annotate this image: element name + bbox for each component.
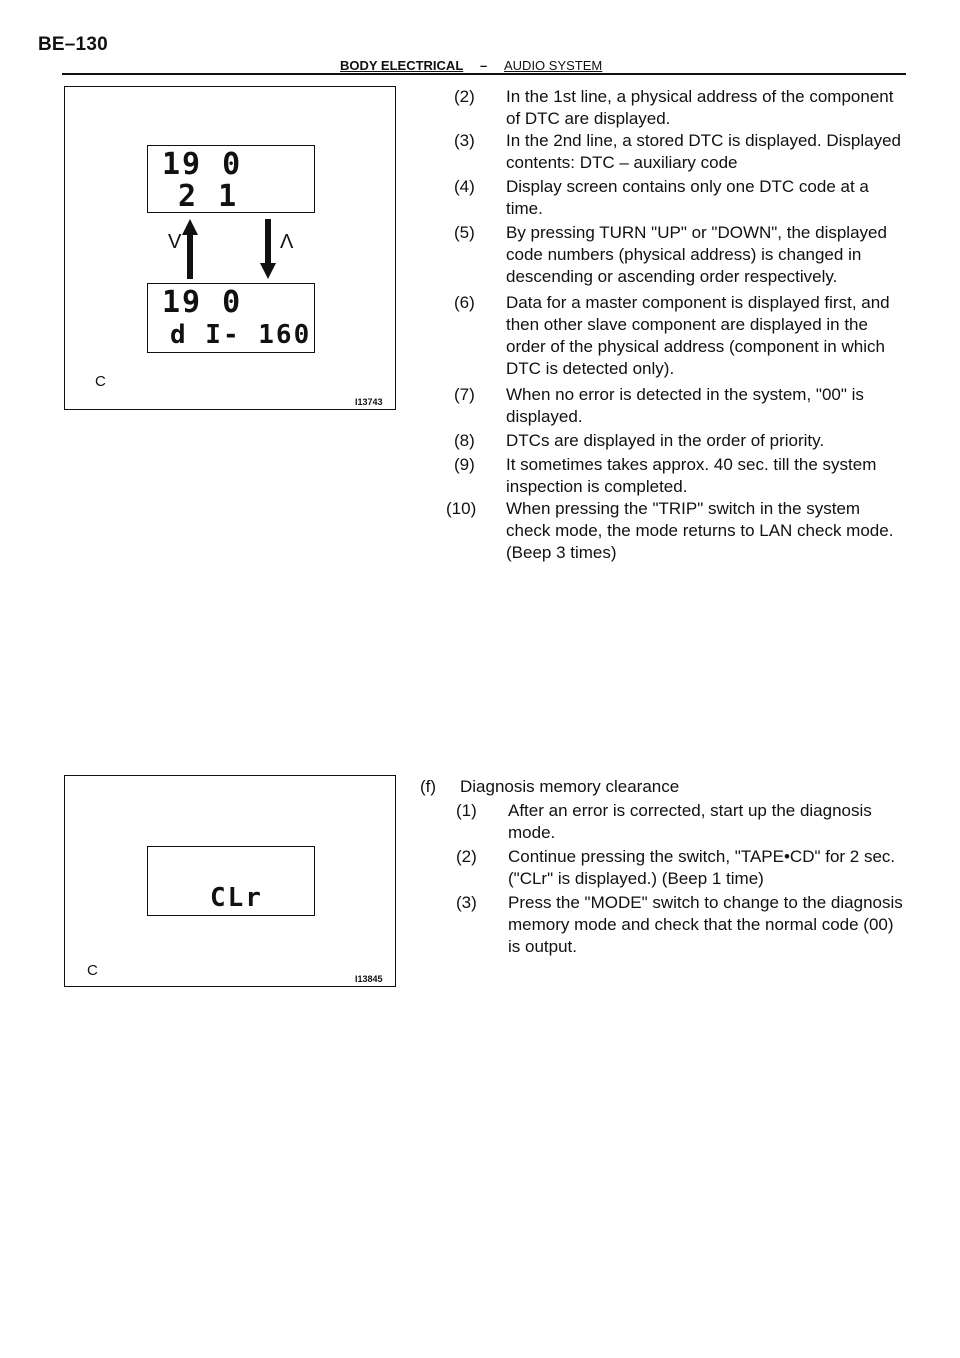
lcd-display bbox=[147, 846, 315, 916]
section-title: BODY ELECTRICAL bbox=[340, 58, 464, 73]
step-number: (3) bbox=[456, 893, 477, 912]
step-number: (5) bbox=[454, 223, 475, 242]
down-label: Λ bbox=[280, 231, 294, 253]
header-separator: – bbox=[480, 58, 488, 73]
step-text: Display screen contains only one DTC code at a time. bbox=[506, 177, 869, 218]
figure-label: C bbox=[87, 962, 98, 979]
step-number: (3) bbox=[454, 131, 475, 150]
figure-label: C bbox=[95, 373, 106, 390]
step-text: Data for a master component is displayed first, and then other slave component are displayed in the order of the physical address (component in which DTC is detected only). bbox=[506, 293, 890, 378]
arrow-up-icon bbox=[182, 219, 198, 279]
step-number: (4) bbox=[454, 177, 475, 196]
up-label: V bbox=[168, 231, 182, 253]
lcd-line-1: 19 0 bbox=[162, 147, 243, 182]
header-rule bbox=[62, 73, 906, 75]
figure-code: I13845 bbox=[355, 974, 383, 984]
step-text: After an error is corrected, start up the diagnosis mode. bbox=[508, 801, 872, 842]
step-text: Press the "MODE" switch to change to the diagnosis memory mode and check that the normal code (00) is output. bbox=[508, 893, 903, 956]
lcd-line-2: 2 1 bbox=[178, 179, 239, 214]
step-number: (10) bbox=[446, 499, 477, 518]
step-number: (9) bbox=[454, 455, 475, 474]
subsection-title: AUDIO SYSTEM bbox=[504, 58, 603, 73]
lcd-line-1: CLr bbox=[210, 883, 263, 913]
step-number: (8) bbox=[454, 431, 475, 450]
figure-code: I13743 bbox=[355, 397, 383, 407]
step-text: When no error is detected in the system, "00" is displayed. bbox=[506, 385, 864, 426]
page-number: BE–130 bbox=[38, 34, 108, 55]
figure-dtc-display bbox=[64, 86, 396, 410]
lcd-display-lower bbox=[147, 283, 315, 353]
step-text: When pressing the "TRIP" switch in the system check mode, the mode returns to LAN check mode. (Beep 3 times) bbox=[506, 499, 894, 562]
section-letter: (f) bbox=[420, 777, 437, 796]
step-number: (6) bbox=[454, 293, 475, 312]
step-number: (2) bbox=[456, 847, 477, 866]
lcd-line-2: d I- 160 bbox=[170, 320, 312, 350]
figure-clear-display bbox=[64, 775, 396, 987]
lcd-display-upper bbox=[147, 145, 315, 213]
lcd-line-1: 19 0 bbox=[162, 285, 243, 320]
step-number: (2) bbox=[454, 87, 475, 106]
step-text: It sometimes takes approx. 40 sec. till the system inspection is completed. bbox=[506, 455, 877, 496]
step-text: In the 1st line, a physical address of the component of DTC are displayed. bbox=[506, 87, 894, 128]
step-text: DTCs are displayed in the order of priority. bbox=[506, 431, 825, 450]
step-text: By pressing TURN "UP" or "DOWN", the displayed code numbers (physical address) is changed in descending or ascending order respectively. bbox=[506, 223, 887, 286]
step-text: In the 2nd line, a stored DTC is displayed. Displayed contents: DTC – auxiliary code bbox=[506, 131, 901, 172]
step-number: (7) bbox=[454, 385, 475, 404]
step-number: (1) bbox=[456, 801, 477, 820]
step-text: Continue pressing the switch, "TAPE•CD" for 2 sec. ("CLr" is displayed.) (Beep 1 time) bbox=[508, 847, 896, 888]
arrow-down-icon bbox=[260, 219, 276, 279]
section-title: Diagnosis memory clearance bbox=[460, 777, 680, 796]
